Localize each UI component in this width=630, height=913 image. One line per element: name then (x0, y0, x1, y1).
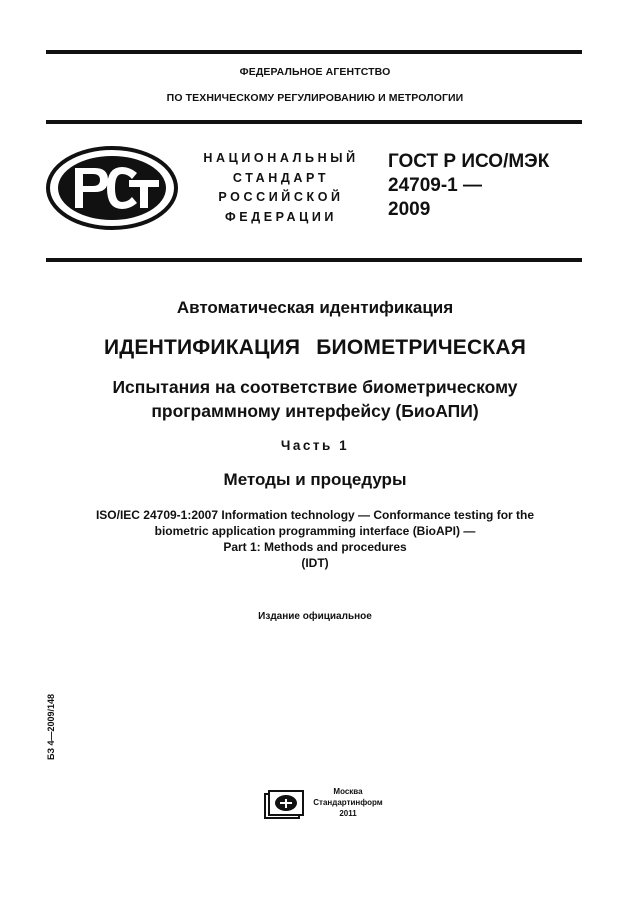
rst-mark-icon (45, 146, 179, 230)
subtitle-line-1: Испытания на соответствие биометрическому (112, 377, 518, 397)
publisher-city: Москва (333, 787, 363, 796)
subtitle-line-2: программному интерфейсу (БиоАПИ) (151, 401, 479, 421)
publisher-block (308, 786, 388, 819)
english-line-2: biometric application programming interface (BioAPI) — (154, 524, 476, 538)
national-standard-line-4: ФЕДЕРАЦИИ (224, 209, 337, 224)
side-code: БЗ 4—2009/148 (46, 693, 56, 760)
header-rule (46, 120, 582, 124)
standartinform-logo-icon (264, 790, 304, 820)
national-standard-line-3: РОССИЙСКОЙ (218, 190, 344, 204)
english-line-4: (IDT) (301, 556, 329, 570)
main-title: ИДЕНТИФИКАЦИЯ БИОМЕТРИЧЕСКАЯ (103, 336, 527, 359)
english-line-1: ISO/IEC 24709-1:2007 Information technology — Conformance testing for the (95, 508, 535, 522)
general-title: Автоматическая идентификация (176, 298, 454, 317)
national-standard-line-2: СТАНДАРТ (232, 170, 330, 185)
agency-line-2: ПО ТЕХНИЧЕСКОМУ РЕГУЛИРОВАНИЮ И МЕТРОЛОГИИ (166, 92, 464, 104)
designation-line-3: 2009 (388, 199, 431, 220)
publisher-year: 2011 (339, 809, 357, 818)
standard-designation (388, 150, 549, 222)
designation-line-1: ГОСТ Р ИСО/МЭК (388, 151, 550, 172)
designation-line-2: 24709-1 — (388, 175, 483, 196)
top-rule (46, 50, 582, 54)
part-number: Часть 1 (280, 438, 350, 453)
national-standard-line-1: НАЦИОНАЛЬНЫЙ (203, 151, 359, 165)
publisher-name: Стандартинформ (313, 798, 383, 807)
english-title (0, 507, 630, 571)
subtitle (0, 375, 630, 423)
title-rule (46, 258, 582, 262)
agency-line-1: ФЕДЕРАЛЬНОЕ АГЕНТСТВО (239, 66, 391, 78)
national-standard-label (196, 149, 366, 227)
part-title: Методы и процедуры (223, 470, 407, 489)
english-line-3: Part 1: Methods and procedures (223, 540, 407, 554)
edition-label: Издание официальное (258, 611, 372, 622)
